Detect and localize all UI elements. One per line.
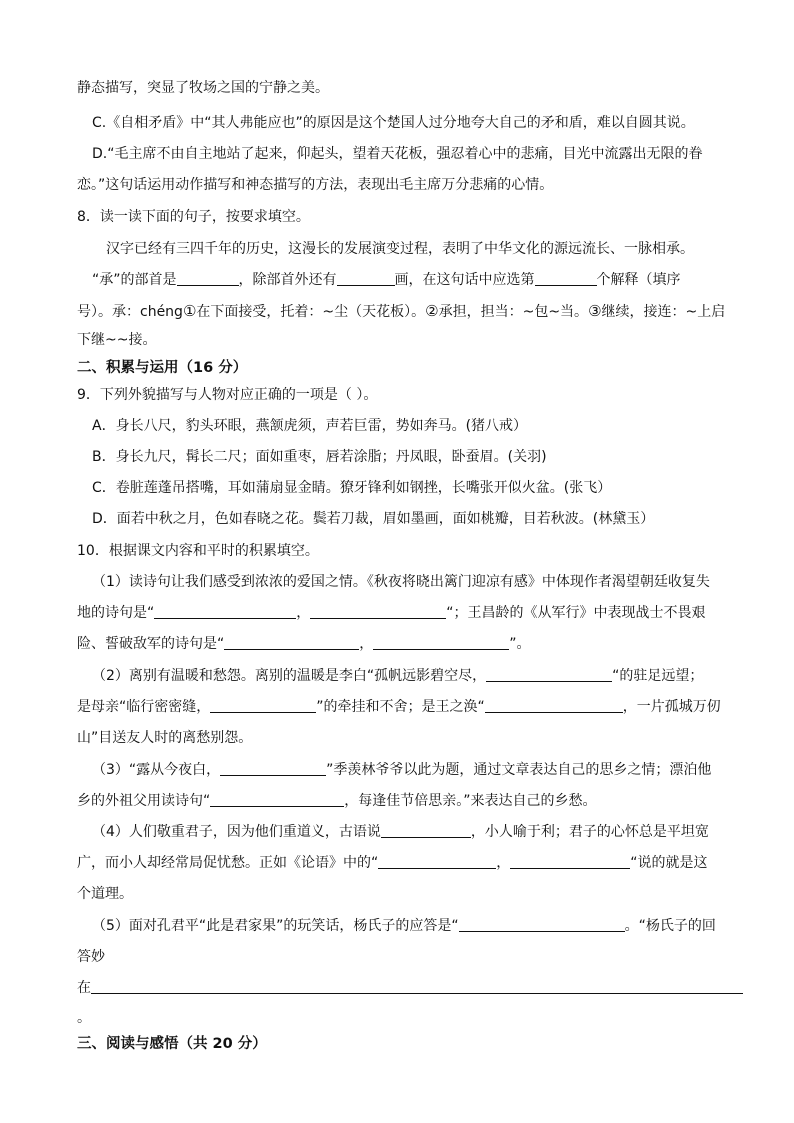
text-segment: ， (359, 636, 374, 652)
answer-blank[interactable] (510, 853, 630, 869)
question-9-title: 9．下列外貌描写与人物对应正确的一项是（ ）。 (77, 387, 378, 403)
subquestion-1: （1）读诗句让我们感受到浓浓的爱国之情。《秋夜将晓出篱门迎凉有感》中体现作者渴望朝廷收复失 (92, 574, 710, 590)
text-segment: （5）面对孔君平“此是君家果”的玩笑话，杨氏子的应答是“ (92, 918, 459, 934)
number-circle-1: ① (182, 302, 197, 320)
subquestion-5 (92, 916, 746, 936)
text-segment: 广，而小人却经常局促忧愁。正如《论语》中的“ (77, 855, 379, 871)
option-a: A．身长八尺，豹头环眼，燕颔虎须，声若巨雷，势如奔马。(猪八戒） (92, 418, 528, 434)
option-c-line: C.《自相矛盾》中“其人弗能应也”的原因是这个楚国人过分地夸大自己的矛和盾，难以自圆其说。 (92, 115, 695, 131)
question-10-title: 10．根据课文内容和平时的积累填空。 (77, 543, 319, 559)
subquestion-2 (92, 666, 746, 686)
text-segment: ，每逢佳节倍思亲。”来表达自己的乡愁。 (344, 793, 597, 809)
answer-blank[interactable] (220, 760, 326, 776)
question-8-fill-line (92, 270, 746, 290)
text-line: 恋。”这句话运用动作描写和神态描写的方法，表现出毛主席万分悲痛的心情。 (77, 177, 554, 193)
fill-line (77, 634, 746, 654)
text-segment: 险、誓破敌军的诗句是“ (77, 636, 225, 652)
answer-blank[interactable] (310, 603, 446, 619)
fill-line (77, 978, 746, 998)
fill-line (77, 697, 746, 717)
text-segment: ，小人喻于利；君子的心怀总是平坦宽 (470, 824, 709, 840)
answer-blank[interactable] (381, 822, 471, 838)
number-circle-3: ③ (588, 302, 602, 320)
answer-blank[interactable] (224, 634, 359, 650)
subquestion-3 (92, 760, 746, 780)
answer-blank[interactable] (154, 603, 296, 619)
fill-line (77, 791, 746, 811)
text-segment: ，除部首外还有 (238, 272, 337, 288)
text-segment: 承担，担当：~包~当。 (438, 304, 589, 320)
answer-blank[interactable] (459, 916, 625, 932)
text-segment: 在 (77, 980, 91, 996)
text-line: 个道理。 (77, 886, 133, 902)
number-circle-2: ② (425, 302, 439, 320)
answer-blank[interactable] (485, 697, 623, 713)
text-segment: 乡的外祖父用读诗句“ (77, 793, 211, 809)
answer-blank[interactable] (535, 270, 597, 286)
section-2-heading: 二、积累与运用（16 分） (77, 360, 248, 376)
text-segment: ”。 (509, 636, 531, 652)
text-segment: ， (296, 605, 311, 621)
text-segment: （3）“露从今夜白， (92, 762, 221, 778)
answer-blank[interactable] (210, 697, 316, 713)
text-segment: “的驻足远望； (612, 668, 704, 684)
text-segment: （2）离别有温暖和愁怨。离别的温暖是李白“孤帆远影碧空尽， (92, 668, 487, 684)
answer-blank[interactable] (378, 853, 496, 869)
text-segment: 号）。承：chéng (77, 304, 183, 320)
text-line: 答妙 (77, 949, 105, 965)
text-segment: 继续，接连：~上启 (601, 304, 726, 320)
text-segment: 。“杨氏子的回 (624, 918, 716, 934)
definition-line (77, 301, 746, 321)
subquestion-4 (92, 822, 746, 842)
option-d-line: D.“毛主席不由自主地站了起来，仰起头，望着天花板，强忍着心中的悲痛，目光中流露出无限的眷 (92, 146, 703, 162)
fill-line (77, 853, 746, 873)
answer-blank[interactable] (210, 791, 344, 807)
text-segment: 地的诗句是“ (77, 605, 155, 621)
text-segment: “承”的部首是 (92, 272, 177, 288)
fill-line (77, 603, 746, 623)
text-segment: “说的就是这 (630, 855, 708, 871)
text-segment: 画，在这句话中应选第 (394, 272, 535, 288)
text-segment: （4）人们敬重君子，因为他们重道义，古语说 (92, 824, 381, 840)
text-line: 。 (77, 1010, 91, 1026)
text-line: 山”目送友人时的离愁别怨。 (77, 730, 253, 746)
answer-blank[interactable] (91, 978, 743, 994)
question-8-sentence: 汉字已经有三四千年的历史，这漫长的发展演变过程，表明了中华文化的源远流长、一脉相承。 (106, 241, 694, 257)
text-segment: 个解释（填序 (596, 272, 681, 288)
text-line: 静态描写，突显了牧场之国的宁静之美。 (77, 80, 329, 96)
answer-blank[interactable] (486, 666, 612, 682)
option-d: D．面若中秋之月，色如春晓之花。鬓若刀裁，眉如墨画，面如桃瓣，目若秋波。(林黛玉） (92, 511, 655, 527)
text-segment: “；王昌龄的《从军行》中表现战士不畏艰 (446, 605, 706, 621)
text-segment: ”季羡林爷爷以此为题，通过文章表达自己的思乡之情；漂泊他 (326, 762, 712, 778)
text-segment: 在下面接受，托着：~尘（天花板）。 (196, 304, 426, 320)
question-8-title: 8．读一读下面的句子，按要求填空。 (77, 209, 310, 225)
text-line: 下继~~接。 (77, 332, 157, 348)
answer-blank[interactable] (177, 270, 239, 286)
option-c: C．卷脏莲蓬吊搭嘴，耳如蒲扇显金睛。獠牙锋利如钢挫，长嘴张开似火盆。(张飞） (92, 480, 612, 496)
answer-blank[interactable] (373, 634, 509, 650)
text-segment: 是母亲“临行密密缝， (77, 699, 211, 715)
option-b: B．身长九尺，髯长二尺；面如重枣，唇若涂脂；丹凤眼，卧蚕眉。(关羽) (92, 449, 547, 465)
answer-blank[interactable] (337, 270, 395, 286)
section-3-heading: 三、阅读与感悟（共 20 分） (77, 1036, 267, 1052)
text-segment: ，一片孤城万仞 (622, 699, 721, 715)
text-segment: ”的牵挂和不舍；是王之涣“ (316, 699, 485, 715)
text-segment: ， (496, 855, 511, 871)
